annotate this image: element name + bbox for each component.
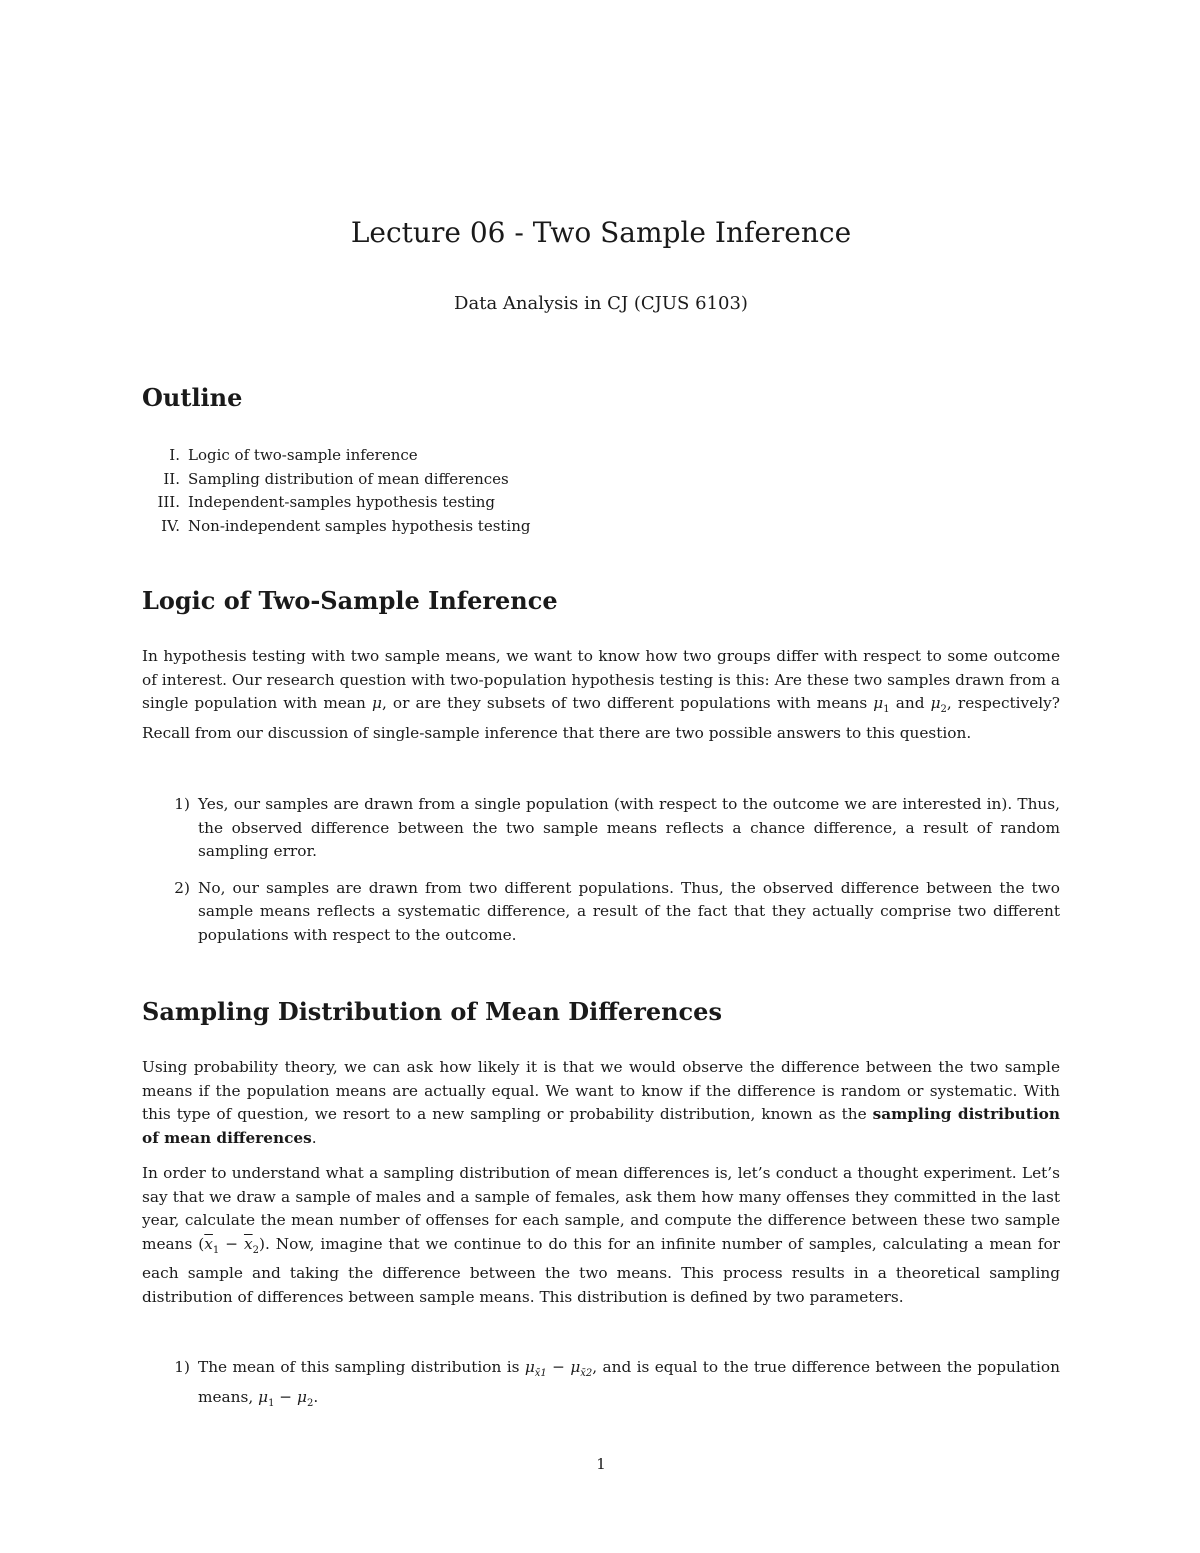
outline-item — [142, 468, 531, 492]
math-mu: μ — [524, 1358, 535, 1376]
math-subscript: x̄1 — [534, 1368, 547, 1380]
math-subscript: 1 — [268, 1397, 275, 1409]
text-run: ). Now, imagine that we continue to do this for an infinite number of samples, calculating a mean for each sample and taking the difference between the two means. This process results in a theoretical sampling distribution of differences between sample means. This distribution is defined by two parameters. — [142, 1234, 1060, 1306]
list-item — [142, 793, 1060, 864]
text-run: In hypothesis testing with two sample means, we want to know how two groups differ with respect to some outcome of interest. Our research question with two-population hypothesis testing is this: Are these two samples drawn from a single population with mean — [142, 647, 1060, 712]
outline-item-label: Sampling distribution of mean differences — [188, 469, 509, 488]
math-minus: − — [274, 1387, 297, 1406]
outline-item-label: Logic of two-sample inference — [188, 446, 418, 464]
list-item-text — [198, 1356, 1060, 1415]
math-minus: − — [546, 1358, 571, 1376]
text-run: and — [889, 694, 931, 712]
document-title: Lecture 06 - Two Sample Inference — [350, 216, 852, 249]
outline-list — [142, 444, 531, 538]
math-minus: − — [219, 1234, 244, 1253]
math-mu: μ — [570, 1358, 581, 1376]
sampling-section-heading: Sampling Distribution of Mean Differences — [142, 997, 722, 1026]
text-run: , or are they subsets of two different populations with means — [381, 694, 874, 712]
list-item — [142, 877, 1060, 948]
text-run: Using probability theory, we can ask how likely it is that we would observe the difference between the two sample means if the population means are actually equal. We want to know if the difference is random or systematic. With this type of question, we resort to a new sampling or probability distribution, known as the — [142, 1058, 1060, 1123]
math-mu2: μ — [930, 694, 941, 712]
list-item-text: No, our samples are drawn from two different populations. Thus, the observed difference between the two sample means reflects a systematic difference, a result of the fact that they actually comprise two different populations with respect to the outcome. — [198, 878, 1060, 944]
outline-heading: Outline — [142, 383, 243, 412]
math-xbar2: $\overline{x}$ — [243, 1234, 253, 1253]
text-run: . — [311, 1128, 317, 1147]
text-run: The mean of this sampling distribution is — [198, 1358, 525, 1376]
outline-item-number: II. — [163, 469, 180, 488]
math-subscript: 2 — [252, 1244, 259, 1256]
math-subscript: 1 — [212, 1244, 220, 1256]
math-subscript: 1 — [883, 704, 890, 716]
list-marker: 1) — [174, 795, 190, 813]
text-run: , and is equal to the true difference between the population means, — [198, 1358, 1060, 1406]
outline-item-number: I. — [169, 446, 180, 464]
math-mu: μ — [296, 1387, 307, 1406]
text-run: In order to understand what a sampling distribution of mean differences is, let’s conduct a thought experiment. Let’s say that we draw a sample of males and a sample of females, ask them how many offenses they committed in the last year, calculate the mean number of offenses for each sample, and compute the difference between these two sample means ( — [142, 1164, 1060, 1253]
outline-item — [142, 444, 531, 468]
outline-item — [142, 491, 531, 515]
sampling-paragraph-2 — [142, 1162, 1060, 1309]
document-subtitle: Data Analysis in CJ (CJUS 6103) — [454, 293, 748, 314]
list-item — [142, 1356, 1060, 1415]
math-xbar1: $\overline{x}$ — [204, 1234, 213, 1253]
bold-term: sampling distribution of mean differences — [142, 1105, 1060, 1147]
math-subscript: x̄2 — [580, 1368, 593, 1380]
outline-item-number: III. — [157, 493, 180, 511]
outline-item — [142, 515, 531, 539]
list-marker: 2) — [174, 878, 190, 897]
math-subscript: 2 — [940, 704, 947, 716]
logic-section-heading: Logic of Two-Sample Inference — [142, 586, 558, 615]
text-run: . — [313, 1387, 319, 1406]
page-number: 1 — [596, 1455, 606, 1473]
text-run: , respectively? Recall from our discussion of single-sample inference that there are two possible answers to this question. — [142, 694, 1060, 742]
outline-item-label: Independent-samples hypothesis testing — [188, 493, 496, 511]
math-subscript: 2 — [306, 1397, 314, 1409]
list-item-text: Yes, our samples are drawn from a single population (with respect to the outcome we are interested in). Thus, the observed difference between the two sample means reflects a chance difference, a result of random sampling error. — [198, 795, 1060, 860]
outline-item-label: Non-independent samples hypothesis testing — [188, 516, 531, 535]
math-mu: μ — [372, 694, 382, 712]
math-mu1: μ — [873, 694, 884, 712]
list-marker: 1) — [174, 1358, 190, 1376]
sampling-paragraph-1 — [142, 1056, 1060, 1150]
logic-paragraph — [142, 645, 1060, 745]
outline-item-number: IV. — [161, 516, 180, 535]
logic-answers-list — [142, 793, 1060, 960]
sampling-parameters-list — [142, 1356, 1060, 1428]
document-page — [142, 0, 1060, 1553]
math-mu: μ — [258, 1387, 269, 1406]
